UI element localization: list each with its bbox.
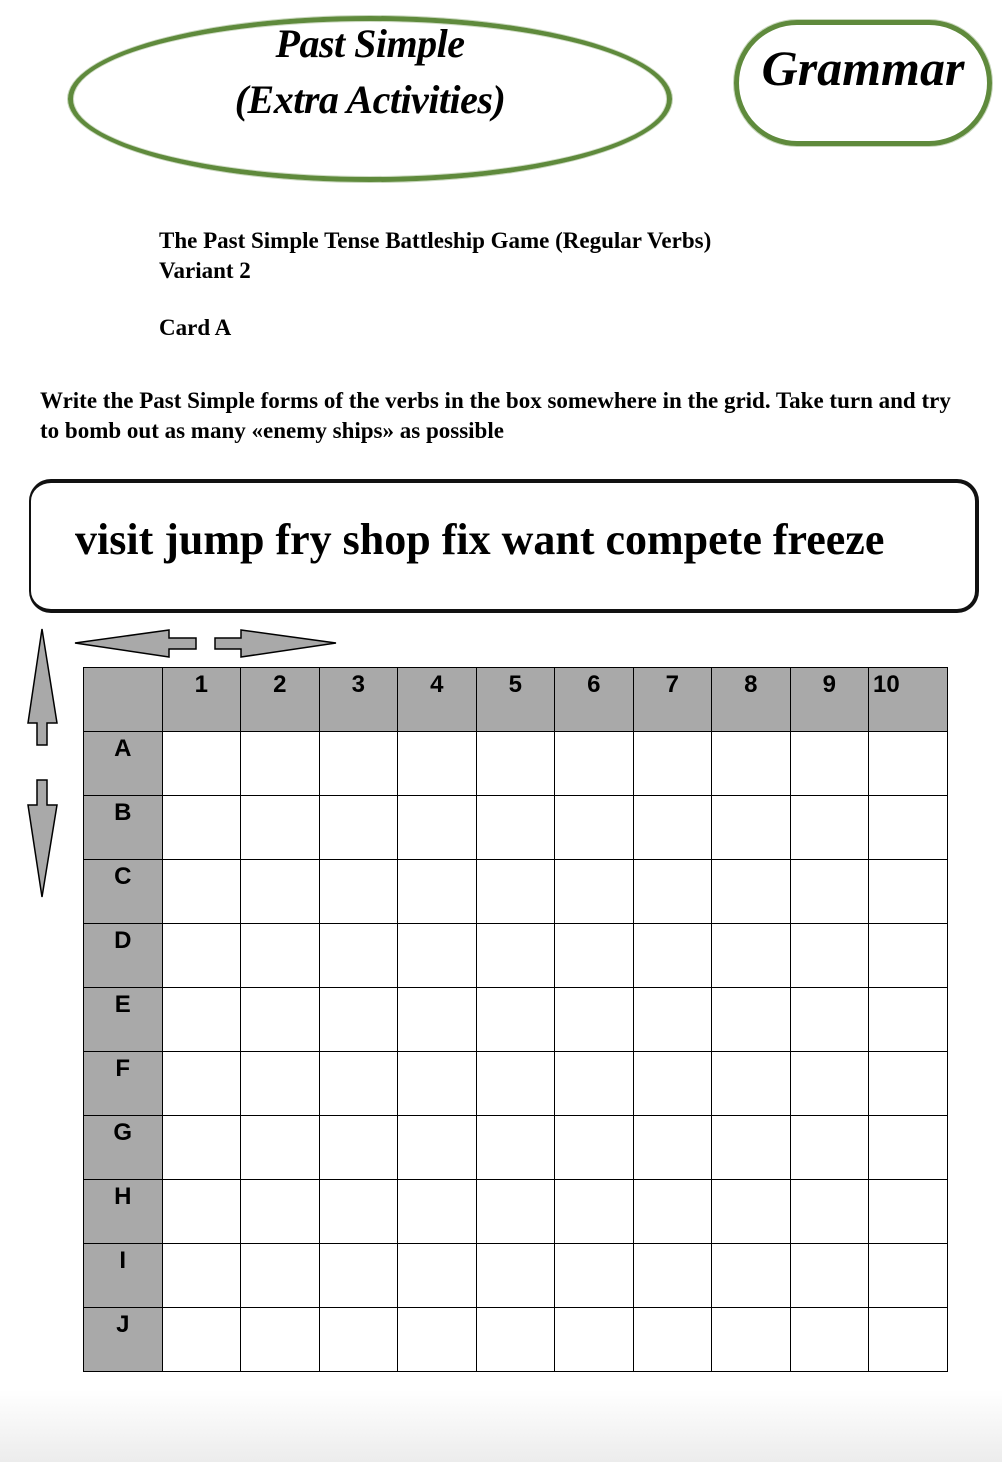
grid-cell-B3[interactable] bbox=[319, 796, 398, 860]
grid-cell-J6[interactable] bbox=[555, 1308, 634, 1372]
grid-cell-I7[interactable] bbox=[633, 1244, 712, 1308]
arrow-down-icon bbox=[27, 779, 59, 899]
grid-cell-I5[interactable] bbox=[476, 1244, 555, 1308]
column-label: 8 bbox=[744, 671, 758, 698]
grid-cell-D2[interactable] bbox=[241, 924, 320, 988]
page-title bbox=[68, 16, 672, 128]
grid-cell-D4[interactable] bbox=[398, 924, 477, 988]
grid-cell-B4[interactable] bbox=[398, 796, 477, 860]
column-header bbox=[712, 668, 791, 732]
grid-cell-H6[interactable] bbox=[555, 1180, 634, 1244]
grid-cell-A9[interactable] bbox=[790, 732, 869, 796]
grid-row bbox=[84, 796, 948, 860]
grid-cell-C8[interactable] bbox=[712, 860, 791, 924]
grid-cell-F2[interactable] bbox=[241, 1052, 320, 1116]
activity-title: The Past Simple Tense Battleship Game (Regular Verbs) bbox=[159, 228, 712, 253]
grid-cell-D5[interactable] bbox=[476, 924, 555, 988]
grid-cell-G7[interactable] bbox=[633, 1116, 712, 1180]
grid-cell-B9[interactable] bbox=[790, 796, 869, 860]
grid-cell-H8[interactable] bbox=[712, 1180, 791, 1244]
column-header bbox=[319, 668, 398, 732]
row-label: C bbox=[114, 863, 132, 890]
grid-cell-G2[interactable] bbox=[241, 1116, 320, 1180]
grid-cell-H7[interactable] bbox=[633, 1180, 712, 1244]
column-header bbox=[790, 668, 869, 732]
grid-cell-G10[interactable] bbox=[869, 1116, 948, 1180]
grid-cell-C4[interactable] bbox=[398, 860, 477, 924]
grid-cell-C9[interactable] bbox=[790, 860, 869, 924]
row-header bbox=[84, 988, 163, 1052]
grid-cell-E4[interactable] bbox=[398, 988, 477, 1052]
column-label: 7 bbox=[665, 671, 679, 698]
grid-row bbox=[84, 924, 948, 988]
grid-cell-C6[interactable] bbox=[555, 860, 634, 924]
grid-cell-D3[interactable] bbox=[319, 924, 398, 988]
variant-label: Variant 2 bbox=[159, 258, 251, 283]
row-label: D bbox=[114, 927, 132, 954]
grid-cell-J8[interactable] bbox=[712, 1308, 791, 1372]
grid-cell-G1[interactable] bbox=[162, 1116, 241, 1180]
row-header bbox=[84, 1116, 163, 1180]
row-header bbox=[84, 1308, 163, 1372]
column-header bbox=[398, 668, 477, 732]
grid-cell-D9[interactable] bbox=[790, 924, 869, 988]
grid-cell-H4[interactable] bbox=[398, 1180, 477, 1244]
grid-cell-B2[interactable] bbox=[241, 796, 320, 860]
grid-cell-D10[interactable] bbox=[869, 924, 948, 988]
grid-cell-D8[interactable] bbox=[712, 924, 791, 988]
grid-cell-G5[interactable] bbox=[476, 1116, 555, 1180]
activity-heading bbox=[159, 226, 711, 286]
instructions: Write the Past Simple forms of the verbs in the box somewhere in the grid. Take turn and try to bomb out as many «enemy ships» as possible bbox=[40, 388, 951, 443]
grid-cell-I8[interactable] bbox=[712, 1244, 791, 1308]
grid-cell-I9[interactable] bbox=[790, 1244, 869, 1308]
grid-cell-I6[interactable] bbox=[555, 1244, 634, 1308]
grid-cell-F6[interactable] bbox=[555, 1052, 634, 1116]
grid-cell-B10[interactable] bbox=[869, 796, 948, 860]
grid-cell-C10[interactable] bbox=[869, 860, 948, 924]
grid-cell-I10[interactable] bbox=[869, 1244, 948, 1308]
grid-row bbox=[84, 1052, 948, 1116]
row-label: A bbox=[114, 735, 132, 762]
grid-row bbox=[84, 1308, 948, 1372]
row-label: J bbox=[116, 1311, 130, 1338]
row-header bbox=[84, 1180, 163, 1244]
column-label: 3 bbox=[351, 671, 365, 698]
grid-row bbox=[84, 1180, 948, 1244]
column-header bbox=[633, 668, 712, 732]
grid-cell-E1[interactable] bbox=[162, 988, 241, 1052]
grid-header-row bbox=[84, 668, 948, 732]
column-header bbox=[162, 668, 241, 732]
grid-cell-A1[interactable] bbox=[162, 732, 241, 796]
grid-cell-D6[interactable] bbox=[555, 924, 634, 988]
grid-cell-J1[interactable] bbox=[162, 1308, 241, 1372]
grid-cell-A8[interactable] bbox=[712, 732, 791, 796]
grid-row bbox=[84, 1244, 948, 1308]
row-header bbox=[84, 1052, 163, 1116]
grid-cell-H9[interactable] bbox=[790, 1180, 869, 1244]
column-header bbox=[869, 668, 948, 732]
grid-cell-C5[interactable] bbox=[476, 860, 555, 924]
grid-cell-B5[interactable] bbox=[476, 796, 555, 860]
grid-cell-J4[interactable] bbox=[398, 1308, 477, 1372]
grid-cell-J3[interactable] bbox=[319, 1308, 398, 1372]
grid-cell-A5[interactable] bbox=[476, 732, 555, 796]
grid-cell-B6[interactable] bbox=[555, 796, 634, 860]
grid-cell-C7[interactable] bbox=[633, 860, 712, 924]
row-header bbox=[84, 796, 163, 860]
row-header bbox=[84, 732, 163, 796]
category-label: Grammar bbox=[761, 40, 965, 96]
grid-cell-D1[interactable] bbox=[162, 924, 241, 988]
grid-cell-B7[interactable] bbox=[633, 796, 712, 860]
column-label: 1 bbox=[194, 671, 208, 698]
row-header bbox=[84, 924, 163, 988]
grid-row bbox=[84, 1116, 948, 1180]
grid-cell-E9[interactable] bbox=[790, 988, 869, 1052]
arrow-up-icon bbox=[27, 628, 59, 748]
row-header bbox=[84, 860, 163, 924]
row-label: F bbox=[115, 1055, 131, 1082]
grid-cell-E6[interactable] bbox=[555, 988, 634, 1052]
grid-cell-A7[interactable] bbox=[633, 732, 712, 796]
arrow-left-icon bbox=[74, 628, 199, 660]
row-label: E bbox=[114, 991, 131, 1018]
grid-cell-F8[interactable] bbox=[712, 1052, 791, 1116]
column-label: 2 bbox=[273, 671, 287, 698]
grid-row bbox=[84, 860, 948, 924]
grid-cell-H10[interactable] bbox=[869, 1180, 948, 1244]
verb-list: visit jump fry shop fix want compete freeze bbox=[75, 515, 885, 564]
column-label: 9 bbox=[822, 671, 836, 698]
column-label: 5 bbox=[508, 671, 522, 698]
column-header bbox=[241, 668, 320, 732]
column-label: 10 bbox=[873, 671, 900, 698]
column-label: 4 bbox=[430, 671, 444, 698]
grid-cell-A6[interactable] bbox=[555, 732, 634, 796]
grid-cell-H3[interactable] bbox=[319, 1180, 398, 1244]
grid-cell-E8[interactable] bbox=[712, 988, 791, 1052]
grid-cell-C2[interactable] bbox=[241, 860, 320, 924]
row-label: B bbox=[114, 799, 132, 826]
grid-cell-B8[interactable] bbox=[712, 796, 791, 860]
grid-cell-A4[interactable] bbox=[398, 732, 477, 796]
grid-cell-F5[interactable] bbox=[476, 1052, 555, 1116]
column-label: 6 bbox=[587, 671, 601, 698]
grid-cell-A3[interactable] bbox=[319, 732, 398, 796]
grid-cell-G8[interactable] bbox=[712, 1116, 791, 1180]
grid-cell-I4[interactable] bbox=[398, 1244, 477, 1308]
title-line-2: (Extra Activities) bbox=[234, 77, 506, 122]
grid-cell-E2[interactable] bbox=[241, 988, 320, 1052]
column-header bbox=[555, 668, 634, 732]
grid-cell-F3[interactable] bbox=[319, 1052, 398, 1116]
grid-cell-G6[interactable] bbox=[555, 1116, 634, 1180]
grid-cell-H1[interactable] bbox=[162, 1180, 241, 1244]
grid-cell-J7[interactable] bbox=[633, 1308, 712, 1372]
row-header bbox=[84, 1244, 163, 1308]
grid-cell-B1[interactable] bbox=[162, 796, 241, 860]
row-label: G bbox=[113, 1119, 133, 1146]
grid-cell-E10[interactable] bbox=[869, 988, 948, 1052]
grid-cell-H5[interactable] bbox=[476, 1180, 555, 1244]
grid-cell-E5[interactable] bbox=[476, 988, 555, 1052]
grid-cell-G4[interactable] bbox=[398, 1116, 477, 1180]
grid-cell-I3[interactable] bbox=[319, 1244, 398, 1308]
grid-cell-D7[interactable] bbox=[633, 924, 712, 988]
grid-cell-J10[interactable] bbox=[869, 1308, 948, 1372]
grid-cell-E3[interactable] bbox=[319, 988, 398, 1052]
grid-cell-A10[interactable] bbox=[869, 732, 948, 796]
grid-cell-J2[interactable] bbox=[241, 1308, 320, 1372]
battleship-grid bbox=[83, 667, 948, 1372]
grid-cell-E7[interactable] bbox=[633, 988, 712, 1052]
grid-row bbox=[84, 988, 948, 1052]
grid-cell-C3[interactable] bbox=[319, 860, 398, 924]
grid-cell-F10[interactable] bbox=[869, 1052, 948, 1116]
grid-row bbox=[84, 732, 948, 796]
grid-cell-F1[interactable] bbox=[162, 1052, 241, 1116]
grid-cell-G9[interactable] bbox=[790, 1116, 869, 1180]
column-header bbox=[476, 668, 555, 732]
grid-corner-cell bbox=[84, 668, 163, 732]
grid-cell-J5[interactable] bbox=[476, 1308, 555, 1372]
grid-cell-A2[interactable] bbox=[241, 732, 320, 796]
row-label: H bbox=[114, 1183, 132, 1210]
grid-cell-C1[interactable] bbox=[162, 860, 241, 924]
grid-cell-I1[interactable] bbox=[162, 1244, 241, 1308]
grid-cell-F4[interactable] bbox=[398, 1052, 477, 1116]
grid-cell-H2[interactable] bbox=[241, 1180, 320, 1244]
grid-cell-J9[interactable] bbox=[790, 1308, 869, 1372]
arrow-right-icon bbox=[214, 628, 338, 660]
grid-cell-I2[interactable] bbox=[241, 1244, 320, 1308]
card-label: Card A bbox=[159, 315, 232, 340]
grid-cell-F9[interactable] bbox=[790, 1052, 869, 1116]
row-label: I bbox=[119, 1247, 127, 1274]
title-line-1: Past Simple bbox=[275, 21, 465, 66]
grid-cell-F7[interactable] bbox=[633, 1052, 712, 1116]
grid-cell-G3[interactable] bbox=[319, 1116, 398, 1180]
